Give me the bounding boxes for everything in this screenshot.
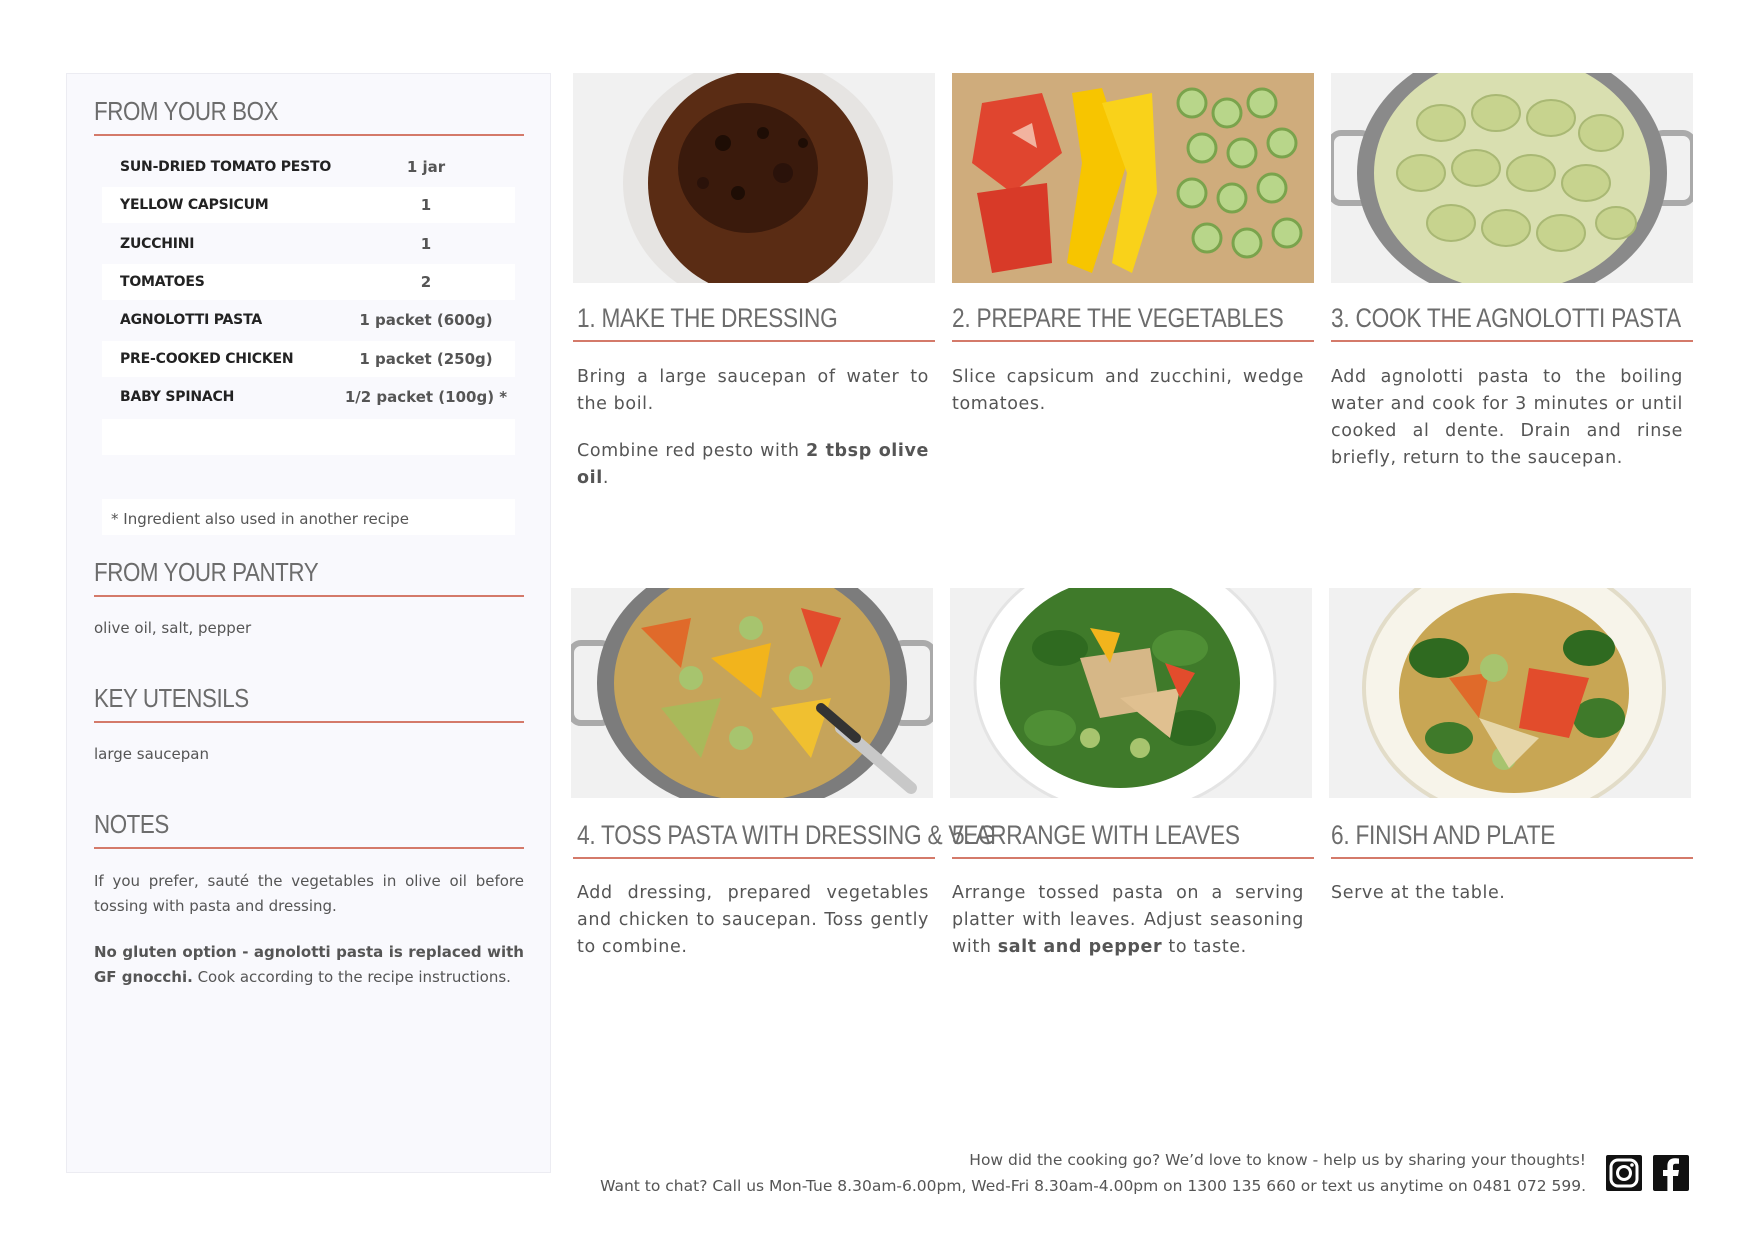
step-3-body: [1331, 364, 1683, 472]
notes-text-2: [94, 940, 524, 990]
step-6-image: [1329, 588, 1691, 798]
step-rule: [573, 857, 935, 859]
utensils-title: KEY UTENSILS: [94, 683, 249, 713]
step-rule: [952, 340, 1314, 342]
ingredient-qty: 1 packet (600g): [359, 311, 493, 329]
ingredient-qty: 1: [420, 235, 432, 253]
ingredient-row: [102, 302, 515, 338]
ingredient-name: PRE-COOKED CHICKEN: [120, 351, 294, 367]
ingredient-qty: 2: [420, 273, 432, 291]
notes-title: NOTES: [94, 809, 169, 839]
ingredient-name: SUN-DRIED TOMATO PESTO: [120, 159, 332, 175]
chopped-vegetables-photo: [952, 73, 1314, 283]
ingredient-qty: 1/2 packet (100g) *: [344, 388, 508, 406]
step-3-text: Add agnolotti pasta to the boiling water and cook for 3 minutes or until cooked al dente. Drain and rinse briefly, return to the saucepan.: [1331, 367, 1683, 468]
ingredient-name: BABY SPINACH: [120, 389, 235, 405]
step-1-text-2-pre: Combine red pesto with: [577, 441, 806, 461]
step-1-text-2-post: .: [602, 468, 609, 488]
pantry-title: FROM YOUR PANTRY: [94, 557, 319, 587]
step-5-text-post: to taste.: [1162, 937, 1247, 957]
step-1-text-2-bold: 2 tbsp olive oil: [577, 441, 929, 488]
step-5-text: [952, 880, 1304, 961]
ingredient-row: [102, 341, 515, 377]
ingredient-footnote: * Ingredient also used in another recipe: [102, 499, 515, 535]
plated-dish-photo: [1329, 588, 1691, 798]
step-4-image: [571, 588, 933, 798]
footer-line-2: Want to chat? Call us Mon-Tue 8.30am-6.00pm, Wed-Fri 8.30am-4.00pm on 1300 135 660 or text us anytime on 0481 072 599.: [600, 1177, 1586, 1195]
ingredient-row: [102, 149, 515, 185]
step-5-text-bold: salt and pepper: [997, 937, 1163, 957]
step-2-title: 2. PREPARE THE VEGETABLES: [952, 303, 1284, 333]
step-2-text: Slice capsicum and zucchini, wedge tomatoes.: [952, 367, 1304, 414]
ingredient-row: [102, 226, 515, 262]
notes-rest: Cook according to the recipe instructions.: [192, 968, 511, 986]
agnolotti-pot-photo: [1331, 73, 1693, 283]
step-6-title: 6. FINISH AND PLATE: [1331, 820, 1556, 850]
step-1-text-2: [577, 438, 929, 492]
step-4-title: 4. TOSS PASTA WITH DRESSING & VEG: [577, 820, 996, 850]
step-2-image: [952, 73, 1314, 283]
platter-with-leaves-photo: [950, 588, 1312, 798]
ingredient-name: ZUCCHINI: [120, 236, 195, 252]
step-4-body: [577, 880, 929, 961]
step-5-image: [950, 588, 1312, 798]
ingredient-qty: 1 jar: [406, 158, 446, 176]
section-rule: [94, 134, 524, 136]
from-box-title: FROM YOUR BOX: [94, 96, 279, 126]
ingredient-qty: 1 packet (250g): [359, 350, 493, 368]
empty-ingredient-row: [102, 419, 515, 455]
ingredients-sidebar: [66, 73, 551, 1173]
section-rule: [94, 847, 524, 849]
notes-text-1: If you prefer, sauté the vegetables in olive oil before tossing with pasta and dressing.: [94, 872, 524, 915]
step-rule: [573, 340, 935, 342]
step-1-title: 1. MAKE THE DRESSING: [577, 303, 838, 333]
section-rule: [94, 721, 524, 723]
pantry-text: olive oil, salt, pepper: [94, 619, 252, 637]
step-2-body: [952, 364, 1304, 418]
step-4-text: Add dressing, prepared vegetables and chicken to saucepan. Toss gently to combine.: [577, 883, 929, 957]
notes-bold: No gluten option - agnolotti pasta is replaced with GF gnocchi.: [94, 943, 524, 986]
step-6-text: Serve at the table.: [1331, 883, 1506, 903]
step-3-image: [1331, 73, 1693, 283]
ingredient-row: [102, 187, 515, 223]
footer-line-1: How did the cooking go? We’d love to know - help us by sharing your thoughts!: [969, 1151, 1586, 1169]
pesto-bowl-photo: [573, 73, 935, 283]
utensils-text: large saucepan: [94, 745, 209, 763]
section-rule: [94, 595, 524, 597]
step-1-body: [577, 364, 929, 492]
facebook-icon[interactable]: [1653, 1155, 1689, 1191]
ingredient-name: AGNOLOTTI PASTA: [120, 312, 262, 328]
instagram-icon[interactable]: [1606, 1155, 1642, 1191]
ingredient-qty: 1: [420, 196, 432, 214]
step-5-title: 5. ARRANGE WITH LEAVES: [952, 820, 1240, 850]
step-1-text: Bring a large saucepan of water to the boil.: [577, 367, 929, 414]
tossed-pasta-pot-photo: [571, 588, 933, 798]
ingredient-row: [102, 264, 515, 300]
step-5-body: [952, 880, 1304, 961]
step-3-title: 3. COOK THE AGNOLOTTI PASTA: [1331, 303, 1681, 333]
step-rule: [952, 857, 1314, 859]
step-rule: [1331, 857, 1693, 859]
step-rule: [1331, 340, 1693, 342]
ingredient-row: [102, 379, 515, 415]
step-1-image: [573, 73, 935, 283]
ingredient-name: YELLOW CAPSICUM: [120, 197, 269, 213]
step-5-text-pre: Arrange tossed pasta on a serving platter with leaves. Adjust seasoning with: [952, 883, 1304, 957]
ingredient-name: TOMATOES: [120, 274, 205, 290]
feedback-footer: [600, 1147, 1586, 1199]
step-6-body: [1331, 880, 1683, 907]
